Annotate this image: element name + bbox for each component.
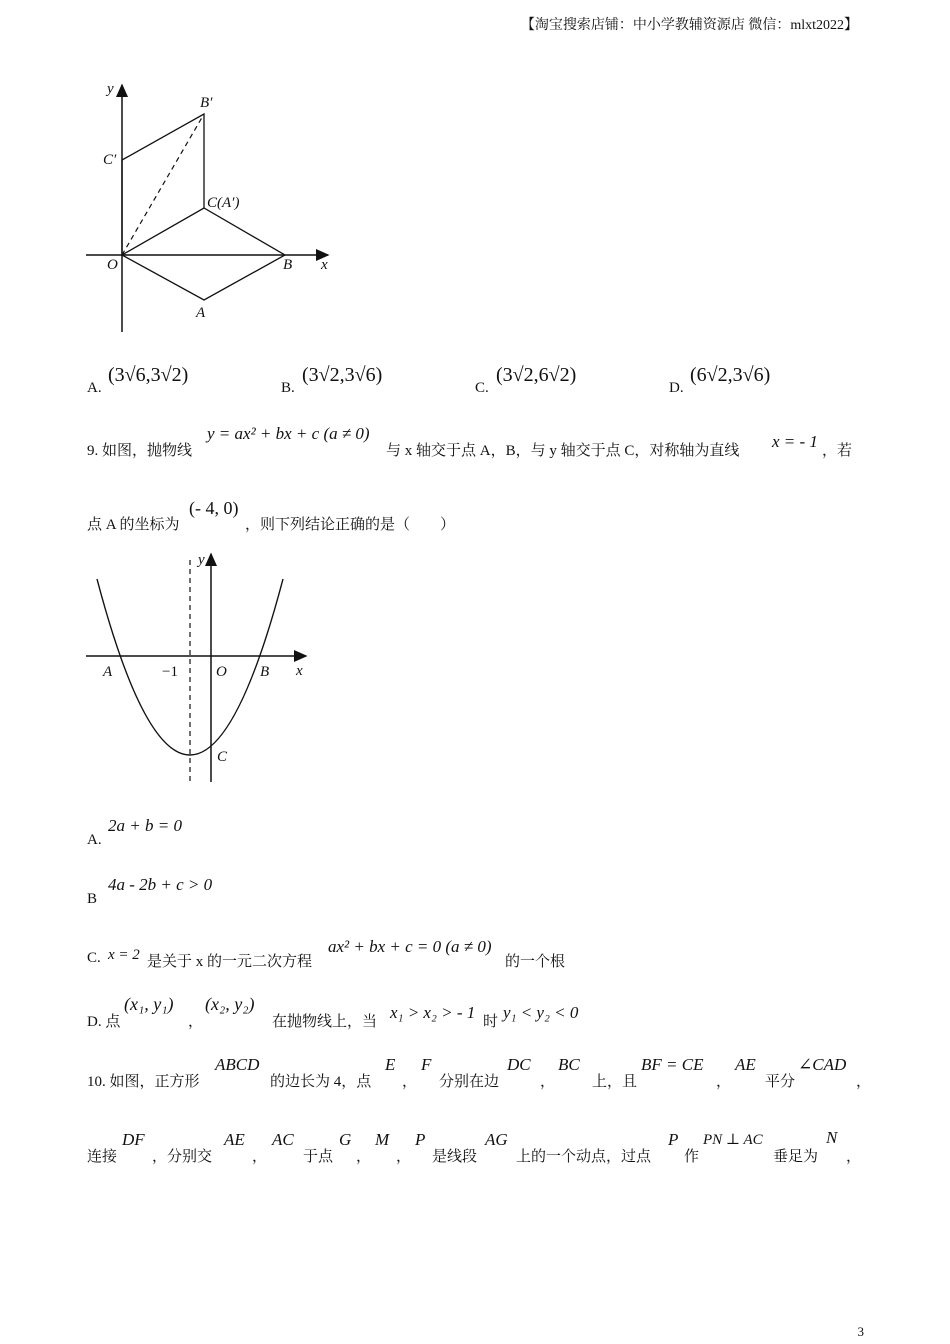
- q10-stem-t3: ，: [402, 1074, 418, 1090]
- label-C-Aprime: C(A′): [207, 195, 240, 211]
- q10-math-pn-perp-ac: PN ⊥ AC: [703, 1132, 763, 1148]
- q8-option-b-expr: (3√2,3√6): [302, 364, 383, 386]
- page-header: 【淘宝搜索店铺：中小学教辅资源店 微信：mlxt2022】: [520, 18, 858, 33]
- q10-stem-t2: 的边长为 4，点: [270, 1074, 372, 1090]
- q9-option-d-letter: D. 点: [87, 1014, 121, 1030]
- q10-stem-t6: 上，且: [592, 1074, 638, 1090]
- q10-math-ac: AC: [272, 1130, 294, 1149]
- q8-option-d-letter: D.: [669, 380, 684, 396]
- q9-option-d-text2: 时: [483, 1014, 499, 1030]
- q9-option-c-letter: C.: [87, 950, 101, 966]
- q10-math-g: G: [339, 1130, 352, 1149]
- q10-stem-l2t3: ，: [252, 1149, 268, 1165]
- label-x: x: [321, 257, 328, 273]
- q9-point-a-coords: (- 4, 0): [189, 498, 239, 518]
- label-B: B: [283, 257, 293, 273]
- label-C: C: [217, 749, 228, 765]
- q9-option-c-expr2: ax² + bx + c = 0 (a ≠ 0): [328, 937, 492, 956]
- q10-math-p2: P: [668, 1130, 679, 1149]
- q9-option-d-point2: (x₂, y₂): [205, 994, 255, 1014]
- q8-option-b-letter: B.: [281, 380, 295, 396]
- q9-equation-axis: x = - 1: [772, 432, 818, 451]
- q9-equation-parabola: y = ax² + bx + c (a ≠ 0): [207, 424, 370, 443]
- q10-math-abcd: ABCD: [215, 1055, 260, 1074]
- label-O: O: [216, 664, 227, 680]
- q10-math-ag: AG: [485, 1130, 508, 1149]
- q10-stem-l2t10: 垂足为: [773, 1149, 819, 1165]
- label-Cprime: C′: [103, 152, 117, 168]
- q8-option-d-expr: (6√2,3√6): [690, 364, 771, 386]
- q9-option-b-letter: B: [87, 891, 98, 907]
- rhombus-OABC: [122, 208, 285, 300]
- q8-option-a-expr: (3√6,3√2): [108, 364, 189, 386]
- q9-option-d-point1: (x₁, y₁): [124, 994, 174, 1014]
- q10-math-n: N: [826, 1128, 838, 1147]
- q10-math-f: F: [421, 1055, 432, 1074]
- q8-option-c-expr: (3√2,6√2): [496, 364, 577, 386]
- q10-stem-l2t7: 是线段: [432, 1149, 478, 1165]
- q8-option-a-letter: A.: [87, 380, 102, 396]
- q8-option-c-letter: C.: [475, 380, 489, 396]
- q9-stem-part5: ，则下列结论正确的是（ ）: [245, 517, 456, 533]
- label-x: x: [296, 663, 303, 679]
- q9-stem-part4: 点 A 的坐标为: [87, 517, 180, 533]
- q10-math-ae2: AE: [224, 1130, 245, 1149]
- q9-option-b-expr: 4a - 2b + c > 0: [108, 875, 213, 894]
- q10-stem-l2t11: ，: [846, 1149, 862, 1165]
- q10-stem-l2t5: ，: [356, 1149, 372, 1165]
- q9-option-d-text1: 在抛物线上，当: [272, 1014, 378, 1030]
- q10-stem-l2t8: 上的一个动点，过点: [516, 1149, 652, 1165]
- page-number: 3: [857, 1324, 864, 1339]
- q10-math-angle-cad: ∠CAD: [798, 1055, 847, 1074]
- label-y: y: [198, 552, 205, 568]
- q9-option-a-letter: A.: [87, 832, 102, 848]
- q9-stem-part2: 与 x 轴交于点 A，B，与 y 轴交于点 C，对称轴为直线: [386, 443, 740, 459]
- q9-option-c-text1: 是关于 x 的一元二次方程: [147, 954, 313, 970]
- q10-math-m: M: [375, 1130, 390, 1149]
- q9-stem-part1: 9. 如图，抛物线: [87, 443, 193, 459]
- label-B: B: [260, 664, 270, 680]
- figure-rhombus-diagram: [80, 75, 350, 340]
- figure-parabola-graph: [80, 548, 320, 788]
- q9-option-d-condition: x₁ > x₂ > - 1: [390, 1003, 476, 1022]
- q9-stem-part3: ，若: [822, 443, 853, 459]
- q9-option-d-sep: ，: [188, 1014, 204, 1030]
- rotated-figure: [122, 114, 204, 208]
- label-A: A: [103, 664, 113, 680]
- q10-stem-l2t6: ，: [396, 1149, 412, 1165]
- q9-option-c-expr1: x = 2: [108, 947, 140, 963]
- q10-math-dc: DC: [507, 1055, 531, 1074]
- q9-option-a-expr: 2a + b = 0: [108, 816, 182, 835]
- q10-math-ae: AE: [735, 1055, 756, 1074]
- q9-option-d-result: y₁ < y₂ < 0: [503, 1003, 579, 1022]
- label-Bprime: B′: [200, 95, 213, 111]
- dashed-OBp: [122, 114, 204, 255]
- q10-stem-l2t9: 作: [684, 1149, 700, 1165]
- q10-stem-t4: 分别在边: [439, 1074, 500, 1090]
- q9-option-c-text2: 的一个根: [505, 954, 566, 970]
- q10-stem-t1: 10. 如图，正方形: [87, 1074, 200, 1090]
- label-A: A: [196, 305, 206, 321]
- q10-math-bf-ce: BF = CE: [641, 1055, 704, 1074]
- label-O: O: [107, 257, 118, 273]
- q10-math-e: E: [385, 1055, 396, 1074]
- q10-stem-t9: ，: [856, 1074, 872, 1090]
- label-minus-one: −1: [162, 664, 178, 680]
- q10-stem-l2t4: 于点: [303, 1149, 334, 1165]
- q10-stem-l2t2: ，分别交: [152, 1149, 213, 1165]
- q10-stem-l2t1: 连接: [87, 1149, 118, 1165]
- q10-stem-t5: ，: [540, 1074, 556, 1090]
- q10-stem-t7: ，: [716, 1074, 732, 1090]
- q10-math-bc: BC: [558, 1055, 580, 1074]
- q10-math-p: P: [415, 1130, 426, 1149]
- label-y: y: [107, 81, 114, 97]
- q10-stem-t8: 平分: [765, 1074, 796, 1090]
- q10-math-df: DF: [122, 1130, 145, 1149]
